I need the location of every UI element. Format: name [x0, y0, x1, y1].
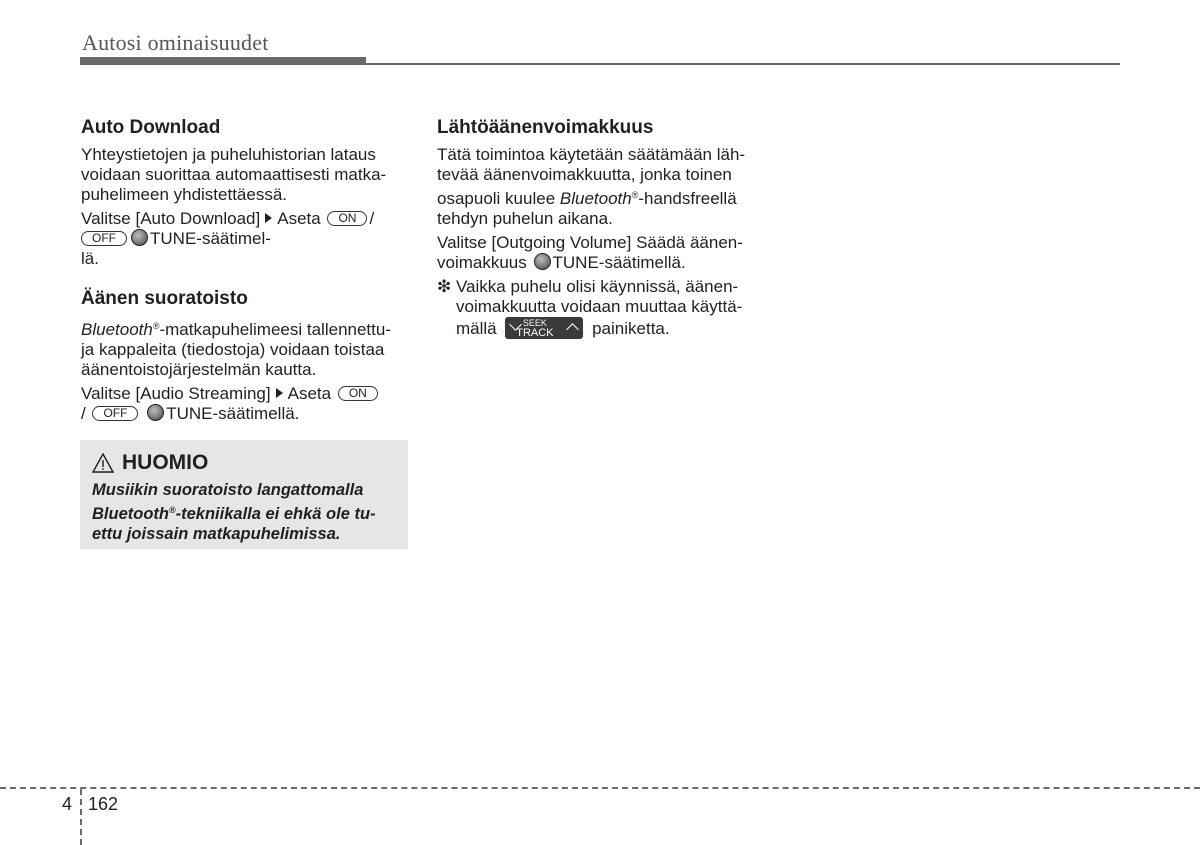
arrow-right-icon [265, 213, 272, 223]
tune-knob-icon [147, 404, 164, 421]
note-text: painiketta. [592, 319, 670, 338]
off-button-icon: OFF [92, 406, 138, 421]
registered-mark: ® [631, 190, 639, 200]
instruction-text: Valitse [Audio Streaming] [81, 384, 271, 403]
footer-dashed-rule [0, 787, 1200, 789]
arrow-right-icon [276, 388, 283, 398]
notice-text: -tekniikalla ei ehkä ole tu- [175, 505, 376, 523]
outgoing-volume-body [437, 145, 767, 229]
track-label: TRACK [516, 327, 554, 339]
audio-streaming-instruction [81, 384, 411, 424]
outgoing-volume-note [437, 277, 767, 339]
instruction-text: lä. [81, 249, 99, 268]
notice-title: HUOMIO [122, 451, 209, 474]
auto-download-body-line: Yhteystietojen ja puheluhistorian lataus [81, 145, 376, 164]
on-button-icon: ON [327, 211, 367, 226]
auto-download-body [81, 145, 411, 205]
body-text: tehdyn puhelun aikana. [437, 209, 613, 228]
audio-streaming-heading: Äänen suoratoisto [81, 288, 248, 309]
instruction-text: Aseta [277, 209, 321, 228]
bluetooth-text: Bluetooth [92, 505, 169, 523]
notice-text: Musiikin suoratoisto langattomalla [92, 481, 364, 499]
instruction-text: voimakkuus [437, 253, 527, 272]
note-text: mällä [456, 319, 497, 338]
header-bar [80, 57, 366, 65]
footer-dashed-divider [80, 789, 82, 845]
body-text: tevää äänenvoimakkuutta, jonka toinen [437, 165, 732, 184]
seek-track-button-icon [505, 317, 583, 339]
body-text: Tätä toimintoa käytetään säätämään läh- [437, 145, 746, 164]
on-button-icon: ON [338, 386, 378, 401]
body-text: -matkapuhelimeesi tallennettu- [159, 320, 391, 339]
chapter-number: 4 [62, 794, 73, 814]
instruction-text: TUNE-säätimel- [150, 229, 271, 248]
instruction-text: Valitse [Auto Download] [81, 209, 261, 228]
body-text: osapuoli kuulee [437, 189, 556, 208]
notice-header [92, 451, 208, 475]
bluetooth-text: Bluetooth [81, 320, 153, 339]
body-text: -handsfreellä [638, 189, 737, 208]
page-header-title: Autosi ominaisuudet [82, 30, 269, 55]
bluetooth-text: Bluetooth [559, 189, 632, 208]
warning-triangle-icon [92, 453, 114, 473]
header-rule [366, 63, 1120, 65]
instruction-text: TUNE-säätimellä. [166, 404, 300, 423]
tune-knob-icon [131, 229, 148, 246]
page-number: 162 [88, 794, 119, 814]
tune-knob-icon [534, 253, 551, 270]
registered-mark: ® [168, 505, 176, 515]
instruction-text: TUNE-säätimellä. [552, 253, 686, 272]
auto-download-body-line: puhelimeen yhdistettäessä. [81, 185, 288, 204]
auto-download-heading: Auto Download [81, 117, 221, 138]
body-text: äänentoistojärjestelmän kautta. [81, 360, 317, 379]
notice-body [92, 480, 398, 544]
outgoing-volume-heading: Lähtöäänenvoimakkuus [437, 117, 654, 138]
slash-text: / [81, 404, 86, 423]
middle-column [437, 117, 767, 339]
outgoing-volume-instruction [437, 233, 767, 273]
slash-text: / [369, 209, 375, 228]
body-text: ja kappaleita (tiedostoja) voidaan toistaa [81, 340, 385, 359]
seek-label: SEEK [522, 318, 547, 328]
note-text: voimakkuutta voidaan muuttaa käyttä- [456, 297, 743, 316]
auto-download-instruction [81, 209, 411, 269]
audio-streaming-body [81, 316, 411, 380]
left-column [81, 117, 411, 424]
note-text: ❇ Vaikka puhelu olisi käynnissä, äänen- [437, 277, 739, 296]
instruction-text: Aseta [287, 384, 332, 403]
auto-download-body-line: voidaan suorittaa automaattisesti matka- [81, 165, 387, 184]
off-button-icon: OFF [81, 231, 127, 246]
registered-mark: ® [152, 321, 160, 331]
notice-text: ettu joissain matkapuhelimissa. [92, 525, 341, 543]
instruction-text: Valitse [Outgoing Volume] Säädä äänen- [437, 233, 743, 252]
caution-notice [80, 440, 408, 549]
